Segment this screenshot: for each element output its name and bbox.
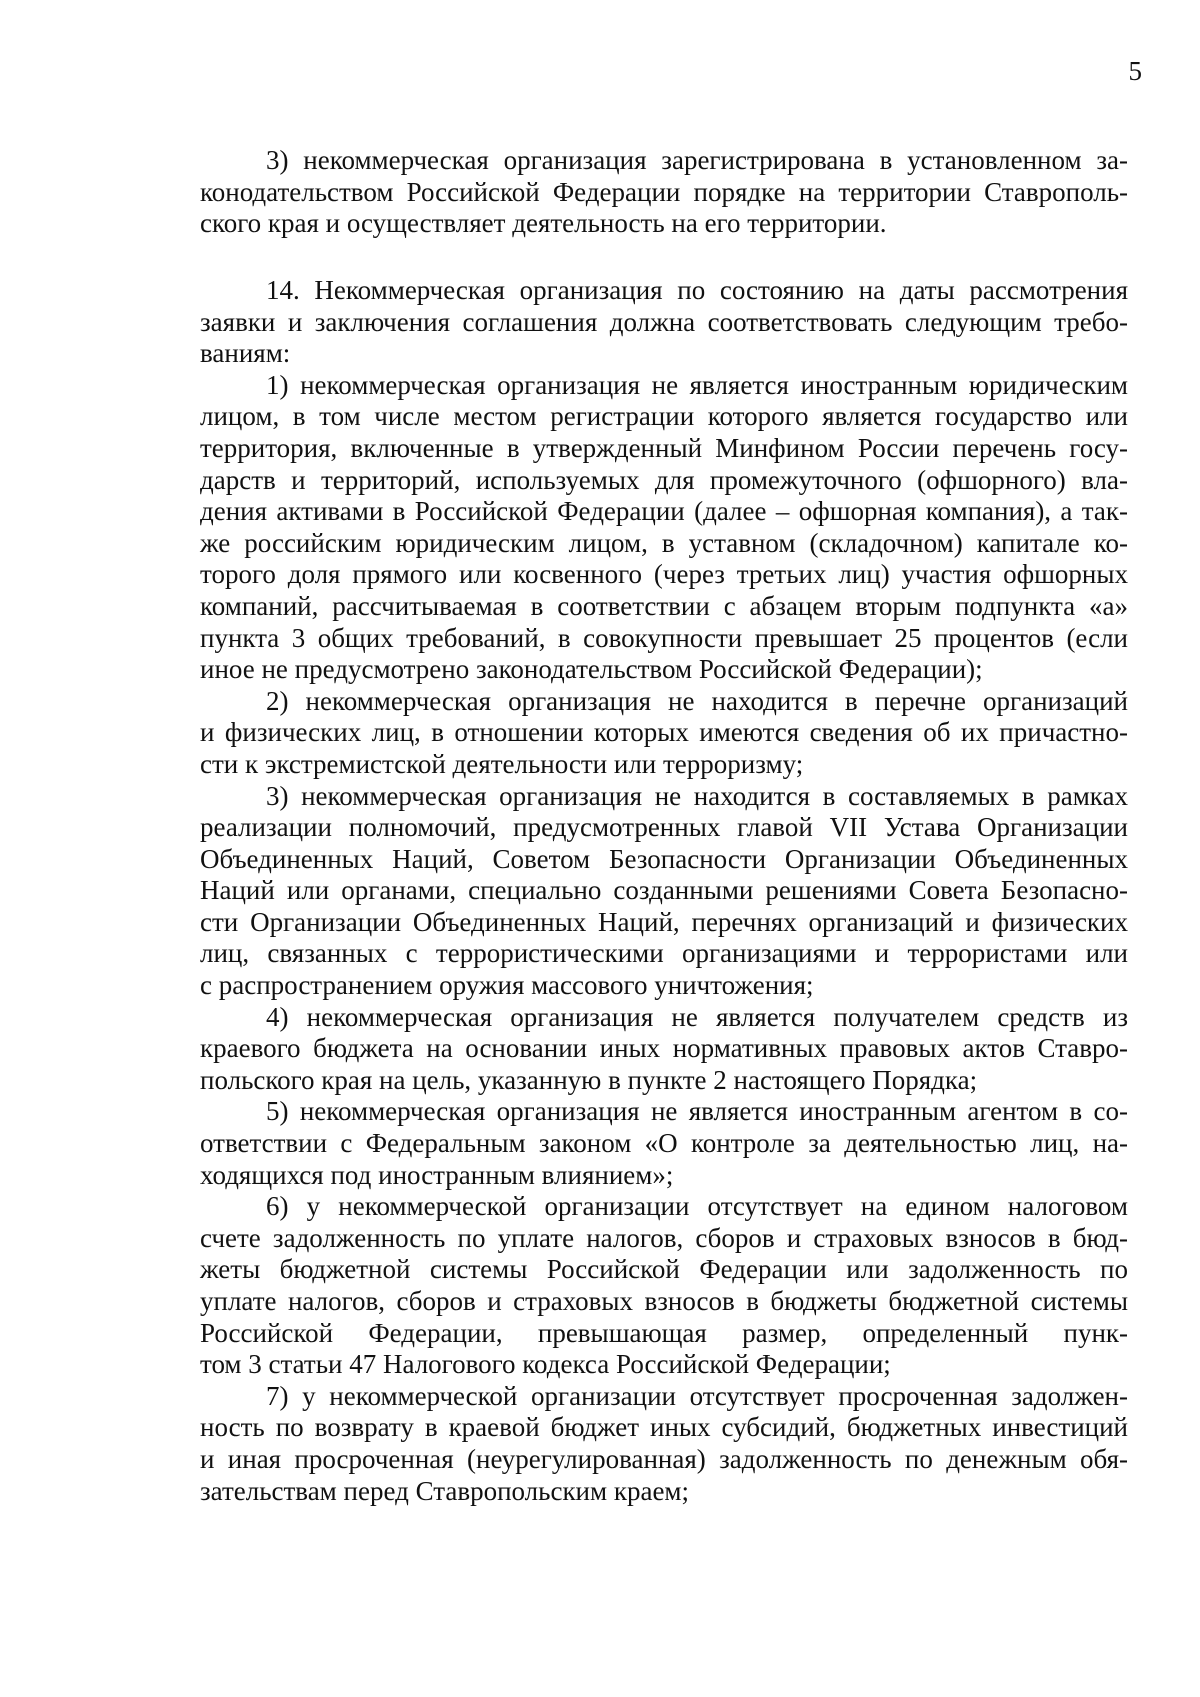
text-line: с распространением оружия массового уничтожения; bbox=[200, 970, 814, 1001]
text-line: 3) некоммерческая организация зарегистрирована в установленном за- bbox=[266, 145, 1128, 175]
text-line: 3) некоммерческая организация не находится в составляемых в рамках bbox=[266, 780, 1128, 811]
text-line: том 3 статьи 47 Налогового кодекса Российской Федерации; bbox=[200, 1349, 891, 1380]
text-line: 2) некоммерческая организация не находится в перечне организаций bbox=[266, 685, 1128, 716]
text-line: лиц, связанных с террористическими организациями и террористами или bbox=[200, 938, 1128, 969]
text-line: сти Организации Объединенных Наций, перечнях организаций и физических bbox=[200, 906, 1128, 937]
text-line: счете задолженность по уплате налогов, сборов и страховых взносов в бюд- bbox=[200, 1222, 1128, 1253]
text-line: ходящихся под иностранным влиянием»; bbox=[200, 1159, 674, 1190]
text-line: уплате налогов, сборов и страховых взносов в бюджеты бюджетной системы bbox=[200, 1286, 1128, 1316]
text-line: же российским юридическим лицом, в уставном (складочном) капитале ко- bbox=[200, 527, 1128, 558]
text-line: иное не предусмотрено законодательством Российской Федерации); bbox=[200, 654, 983, 685]
text-line: 4) некоммерческая организация не является получателем средств из bbox=[266, 1001, 1128, 1032]
text-line: Российской Федерации, превышающая размер, определенный пунк- bbox=[200, 1317, 1128, 1348]
text-line: 5) некоммерческая организация не является иностранным агентом в со- bbox=[266, 1096, 1128, 1127]
text-line: зательствам перед Ставропольским краем; bbox=[200, 1475, 690, 1506]
text-line: сти к экстремистской деятельности или терроризму; bbox=[200, 748, 804, 779]
text-line: и физических лиц, в отношении которых имеются сведения об их причастно- bbox=[200, 717, 1128, 748]
text-line: 1) некоммерческая организация не является иностранным юридическим bbox=[266, 369, 1128, 400]
text-line: конодательством Российской Федерации порядке на территории Ставрополь- bbox=[200, 176, 1128, 207]
text-line: ского края и осуществляет деятельность на его территории. bbox=[200, 208, 887, 239]
text-line: Наций или органами, специально созданными решениями Совета Безопасно- bbox=[200, 875, 1128, 906]
paragraph-item-3-registration bbox=[200, 145, 1128, 240]
text-line: лицом, в том числе местом регистрации которого является государство или bbox=[200, 401, 1128, 432]
text-line: 7) у некоммерческой организации отсутствует просроченная задолжен- bbox=[266, 1380, 1128, 1411]
text-line: торого доля прямого или косвенного (через третьих лиц) участия офшорных bbox=[200, 559, 1128, 590]
text-line: компаний, рассчитываемая в соответствии с абзацем вторым подпункта «а» bbox=[200, 590, 1128, 621]
text-line: Объединенных Наций, Советом Безопасности Организации Объединенных bbox=[200, 843, 1128, 874]
text-line: жеты бюджетной системы Российской Федерации или задолженность по bbox=[200, 1254, 1128, 1285]
text-line: дарств и территорий, используемых для промежуточного (офшорного) вла- bbox=[200, 464, 1128, 495]
text-line: 14. Некоммерческая организация по состоянию на даты рассмотрения bbox=[266, 275, 1128, 305]
text-line: заявки и заключения соглашения должна соответствовать следующим требо- bbox=[200, 306, 1128, 337]
text-line: территория, включенные в утвержденный Минфином России перечень госу- bbox=[200, 432, 1128, 463]
page-number: 5 bbox=[1128, 56, 1142, 86]
text-line: реализации полномочий, предусмотренных главой VII Устава Организации bbox=[200, 812, 1128, 843]
text-line: польского края на цель, указанную в пункте 2 настоящего Порядка; bbox=[200, 1064, 978, 1095]
section-14-requirements bbox=[200, 275, 1128, 1507]
text-line: пункта 3 общих требований, в совокупности превышает 25 процентов (если bbox=[200, 622, 1128, 653]
text-line: и иная просроченная (неурегулированная) задолженность по денежным обя- bbox=[200, 1443, 1128, 1474]
text-line: ваниям: bbox=[200, 338, 291, 369]
text-line: 6) у некоммерческой организации отсутствует на едином налоговом bbox=[266, 1191, 1128, 1222]
text-line: ответствии с Федеральным законом «О контроле за деятельностью лиц, на- bbox=[200, 1128, 1128, 1159]
text-line: ность по возврату в краевой бюджет иных субсидий, бюджетных инвестиций bbox=[200, 1412, 1128, 1443]
text-line: дения активами в Российской Федерации (далее – офшорная компания), а так- bbox=[200, 496, 1128, 527]
text-line: краевого бюджета на основании иных нормативных правовых актов Ставро- bbox=[200, 1033, 1128, 1064]
